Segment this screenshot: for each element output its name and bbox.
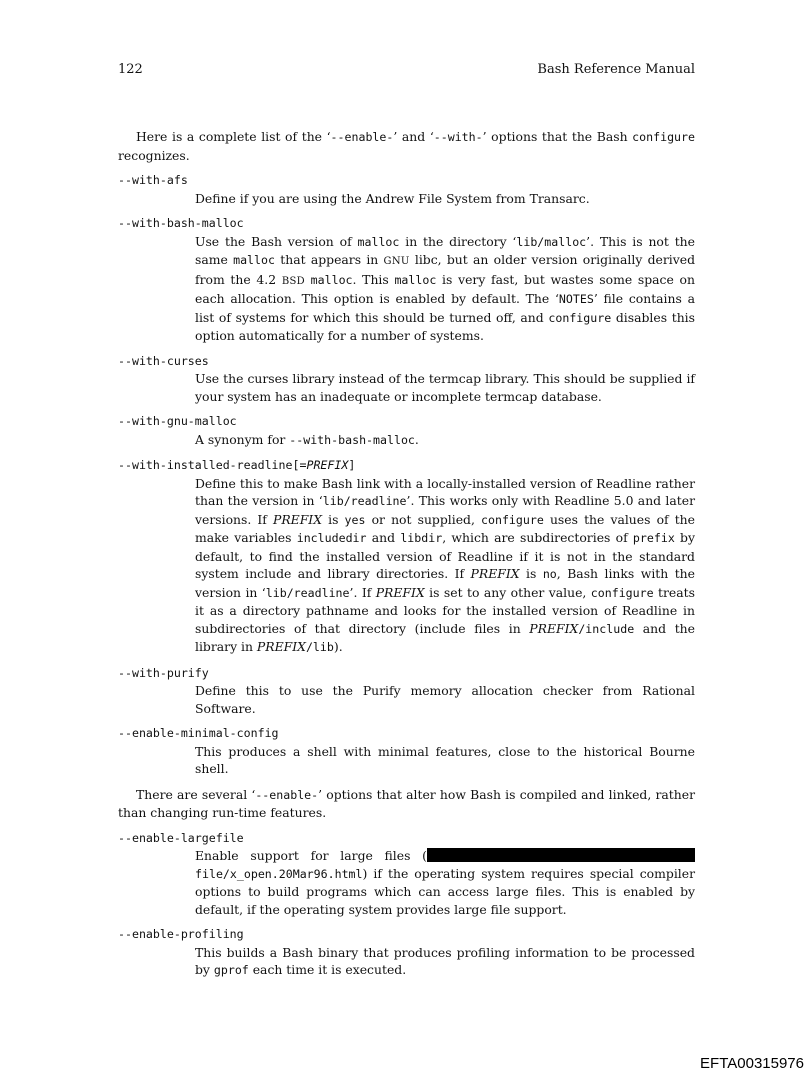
intro-paragraph: Here is a complete list of the ‘--enable-’ and ‘--with-’ options that the Bash configure recognizes. (118, 129, 695, 163)
option-description: Enable support for large files (file/x_open.20Mar96.html) if the operating system requires special compiler options to build programs which can access large files. This is enabled by default, if the operating system provides large file support. (195, 848, 695, 917)
option-with-curses (118, 353, 695, 406)
option-with-installed-readline (118, 457, 695, 657)
option-description: Use the Bash version of malloc in the directory ‘lib/malloc’. This is not the same malloc that appears in GNU libc, but an older version originally derived from the 4.2 BSD malloc. This malloc is very fast, but wastes some space on each allocation. This option is enabled by default. The ‘NOTES’ file contains a list of systems for which this should be turned off, and configure disables this option automatically for a number of systems. (195, 233, 696, 343)
option-description: This produces a shell with minimal features, close to the historical Bourne shell. (195, 743, 695, 776)
option-name: --enable-profiling (118, 927, 244, 941)
page-number: 122 (118, 62, 143, 77)
option-name: --enable-largefile (118, 830, 244, 845)
option-with-afs (118, 172, 695, 207)
option-name: --enable-minimal-config (118, 726, 279, 740)
option-with-purify (118, 665, 695, 718)
redaction-bar (427, 848, 695, 862)
option-name: --with-installed-readline[=PREFIX] (118, 458, 356, 472)
option-enable-profiling (118, 926, 695, 980)
option-name: --with-bash-malloc (118, 216, 244, 230)
option-description: A synonym for --with-bash-malloc. (195, 431, 419, 447)
option-with-bash-malloc (118, 215, 695, 345)
option-description: Define this to use the Purify memory allocation checker from Rational Software. (195, 683, 695, 716)
option-name: --with-purify (118, 665, 209, 680)
option-with-gnu-malloc (118, 413, 695, 449)
option-description: Use the curses library instead of the termcap library. This should be supplied if your system has an inadequate or incomplete termcap database. (195, 371, 695, 404)
option-name: --with-curses (118, 353, 209, 368)
option-enable-largefile (118, 830, 695, 919)
document-id-stamp: EFTA00315976 (700, 1055, 804, 1072)
option-description: Define if you are using the Andrew File System from Transarc. (195, 190, 590, 206)
option-enable-minimal-config (118, 725, 695, 778)
option-name: --with-afs (118, 173, 188, 187)
option-description: Define this to make Bash link with a locally-installed version of Readline rather than the version in ‘lib/readline’. This works only with Readline 5.0 and later versions. If PREFIX is yes or not supplied, configure uses the values of the make variables includedir and libdir, which are subdirectories of prefix by default, to find the installed version of Readline if it is not in the standard system include and library directories. If PREFIX is no, Bash links with the version in ‘lib/readline’. If PREFIX is set to any other value, configure treats it as a directory pathname and looks for the installed version of Readline in subdirectories of that directory (include files in PREFIX/include and the library in PREFIX/lib). (195, 475, 695, 654)
running-title: Bash Reference Manual (537, 62, 695, 77)
option-description: This builds a Bash binary that produces profiling information to be processed by gprof each time it is executed. (195, 944, 695, 977)
page-body (118, 128, 695, 988)
enable-options-paragraph: There are several ‘--enable-’ options that alter how Bash is compiled and linked, rather than changing run-time features. (118, 786, 696, 820)
option-name: --with-gnu-malloc (118, 414, 237, 428)
